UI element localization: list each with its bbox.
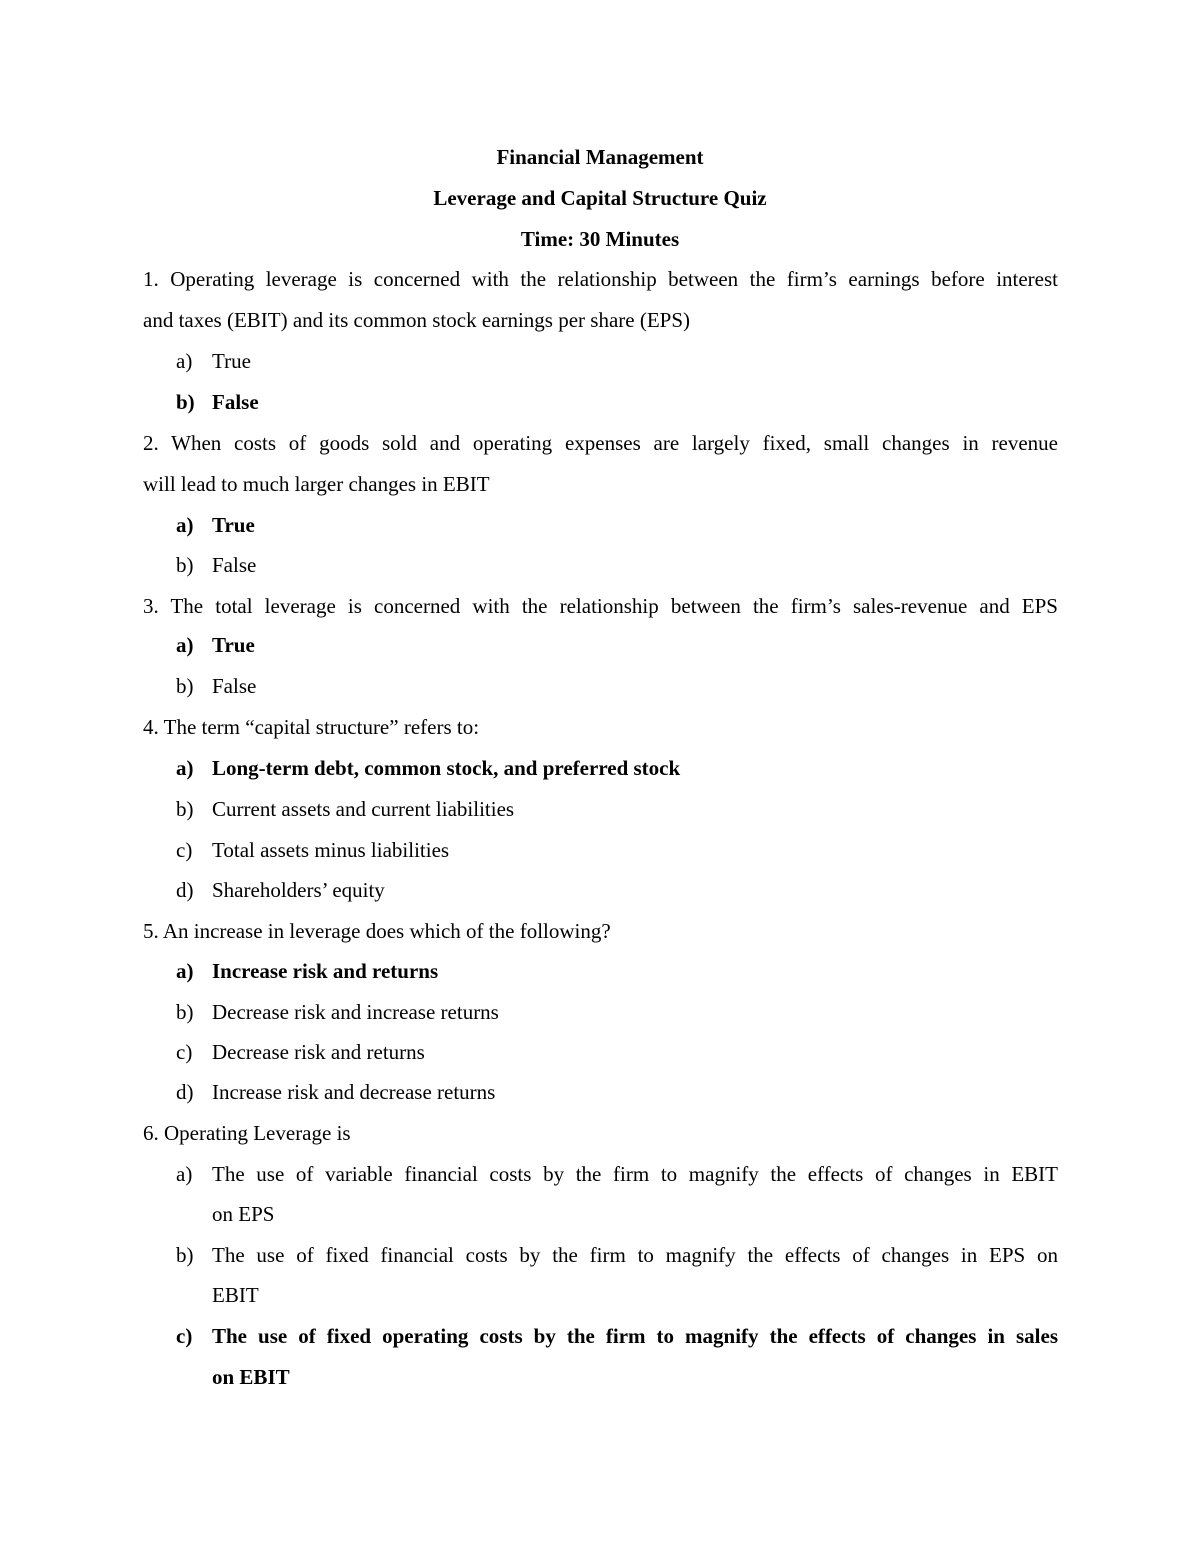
option-text: False — [212, 674, 257, 698]
option-letter: a) — [176, 959, 194, 983]
option-text: True — [212, 633, 255, 657]
option-letter: b) — [176, 553, 194, 577]
option-text-continuation: on EBIT — [212, 1365, 290, 1389]
option-letter: b) — [176, 1000, 194, 1024]
quiz-title: Leverage and Capital Structure Quiz — [433, 186, 767, 210]
option-text: The use of fixed operating costs by the firm to magnify the effects of changes in sales — [212, 1324, 1058, 1348]
option-letter: b) — [176, 390, 195, 414]
option-text: True — [212, 349, 251, 373]
option-letter: d) — [176, 1080, 194, 1104]
option-text: False — [212, 390, 259, 414]
option-text: The use of variable financial costs by the firm to magnify the effects of changes in EBIT — [212, 1162, 1058, 1186]
question-6-line-1: 6. Operating Leverage is — [143, 1121, 351, 1145]
question-1-line-1: 1. Operating leverage is concerned with the relationship between the firm’s earnings before interest — [143, 267, 1058, 291]
option-letter: a) — [176, 349, 193, 373]
option-text-continuation: EBIT — [212, 1283, 259, 1307]
option-letter: c) — [176, 1324, 193, 1348]
time-limit: Time: 30 Minutes — [520, 227, 680, 251]
question-2-line-2: will lead to much larger changes in EBIT — [143, 472, 490, 496]
option-letter: a) — [176, 633, 194, 657]
question-2-line-1: 2. When costs of goods sold and operating expenses are largely fixed, small changes in revenue — [143, 431, 1058, 455]
question-1-line-2: and taxes (EBIT) and its common stock earnings per share (EPS) — [143, 308, 691, 332]
option-letter: b) — [176, 797, 194, 821]
option-text: False — [212, 553, 257, 577]
option-letter: c) — [176, 838, 193, 862]
option-text: Current assets and current liabilities — [212, 797, 515, 821]
option-text: Decrease risk and increase returns — [212, 1000, 499, 1024]
option-text: Decrease risk and returns — [212, 1040, 425, 1064]
question-3-line-1: 3. The total leverage is concerned with the relationship between the firm’s sales-revenue and EPS — [143, 594, 1058, 618]
option-letter: b) — [176, 1243, 194, 1267]
option-text: Long-term debt, common stock, and preferred stock — [212, 756, 681, 780]
option-text: The use of fixed financial costs by the firm to magnify the effects of changes in EPS on — [212, 1243, 1058, 1267]
option-letter: a) — [176, 1162, 193, 1186]
option-text: Increase risk and returns — [212, 959, 439, 983]
option-letter: a) — [176, 513, 194, 537]
option-text: True — [212, 513, 255, 537]
option-text: Increase risk and decrease returns — [212, 1080, 496, 1104]
option-letter: d) — [176, 878, 194, 902]
option-letter: a) — [176, 756, 194, 780]
question-4-line-1: 4. The term “capital structure” refers to: — [143, 715, 480, 739]
option-text-continuation: on EPS — [212, 1202, 275, 1226]
course-title: Financial Management — [496, 145, 704, 169]
question-5-line-1: 5. An increase in leverage does which of the following? — [143, 919, 611, 943]
option-text: Shareholders’ equity — [212, 878, 385, 902]
option-letter: b) — [176, 674, 194, 698]
option-letter: c) — [176, 1040, 193, 1064]
option-text: Total assets minus liabilities — [212, 838, 450, 862]
